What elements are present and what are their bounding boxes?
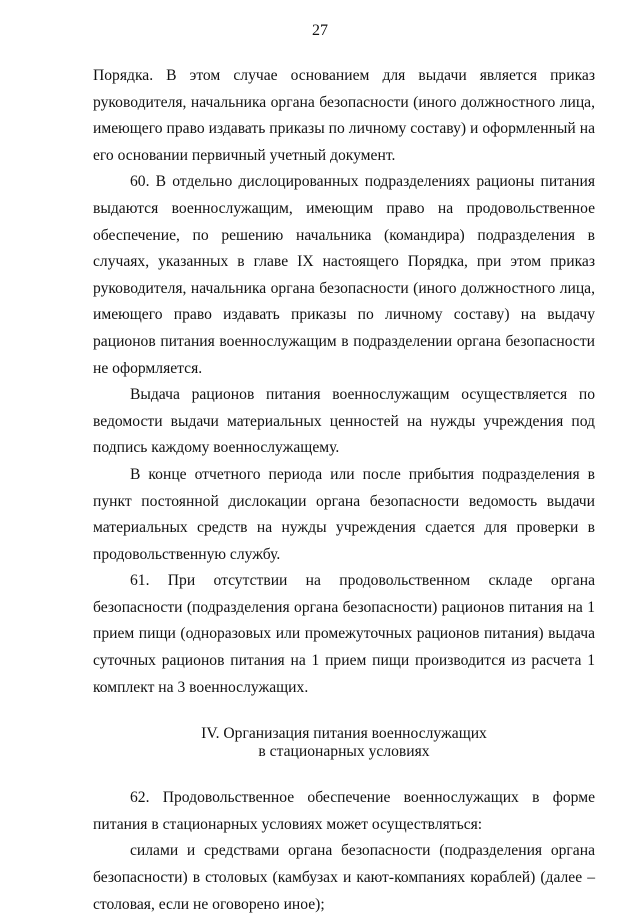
paragraph-62: 62. Продовольственное обеспечение военнослужащих в форме питания в стационарных условиях может осуществляться: — [93, 789, 595, 833]
paragraph-continuation: Порядка. В этом случае основанием для выдачи является приказ руководителя, начальника органа безопасности (иного должностного лица, имеющего право издавать приказы по личному составу) и оформленный на его основании первичный учетный документ. — [93, 67, 595, 164]
paragraph-ration-issue: Выдача рационов питания военнослужащим осуществляется по ведомости выдачи материальных ценностей на нужды учреждения под подпись каждому военнослужащему. — [93, 386, 595, 457]
section-heading — [93, 725, 595, 761]
section-heading-line-2: в стационарных условиях — [258, 743, 430, 761]
paragraph-61: 61. При отсутствии на продовольственном складе органа безопасности (подразделения органа безопасности) рационов питания на 1 прием пищи (одноразовых или промежуточных рационов питания) выдача суточных рационов питания на 1 прием пищи производится из расчета 1 комплект на 3 военнослужащих. — [93, 572, 595, 696]
paragraph-62-item-canteen: силами и средствами органа безопасности (подразделения органа безопасности) в столовых (камбузах и кают-компаниях кораблей) (далее – столовая, если не оговорено иное); — [93, 842, 595, 913]
paragraph-60: 60. В отдельно дислоцированных подразделениях рационы питания выдаются военнослужащим, имеющим право на продовольственное обеспечение, по решению начальника (командира) подразделения в случаях, указанных в главе IX настоящего Порядка, при этом приказ руководителя, начальника органа безопасности (иного должностного лица, имеющего право издавать приказы по личному составу) на выдачу рационов питания военнослужащим в подразделении органа безопасности не оформляется. — [93, 173, 595, 377]
document-body — [93, 63, 595, 918]
section-heading-line-1: IV. Организация питания военнослужащих — [201, 725, 487, 743]
paragraph-reporting-period: В конце отчетного периода или после прибытия подразделения в пункт постоянной дислокации органа безопасности ведомость выдачи материальных средств на нужды учреждения сдается для проверки в продовольственную службу. — [93, 465, 595, 563]
page-number: 27 — [312, 22, 328, 39]
